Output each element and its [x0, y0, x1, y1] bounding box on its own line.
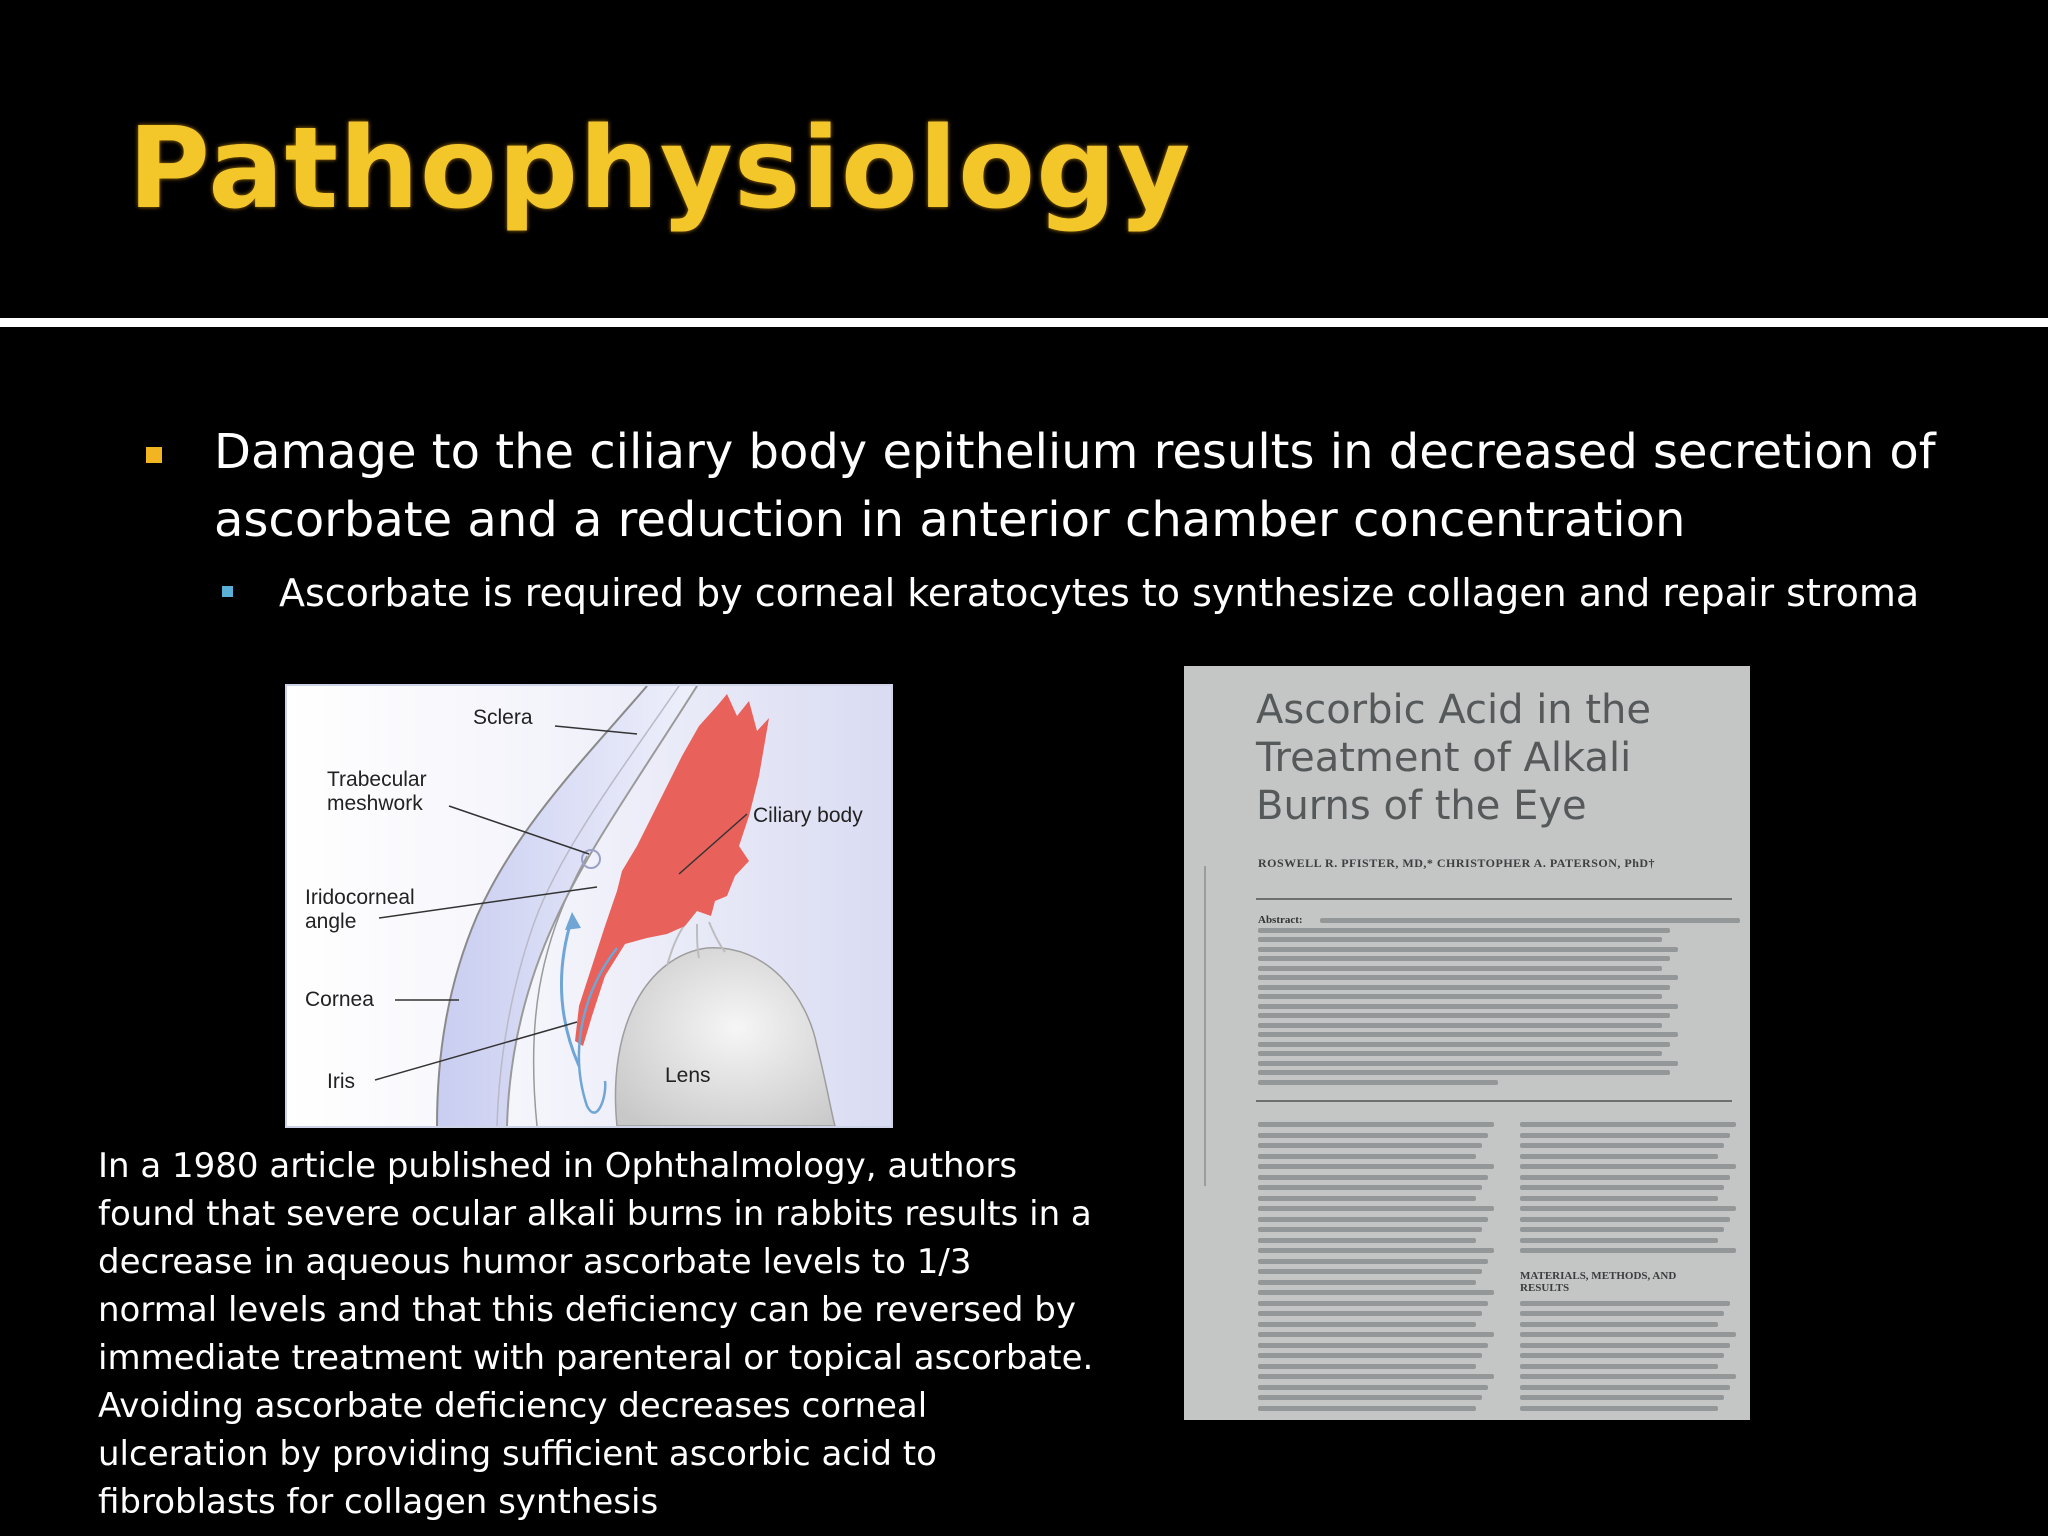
blurred-text-line: [1258, 1238, 1476, 1243]
eye-anatomy-diagram: [285, 684, 893, 1128]
article-divider-2: [1256, 1100, 1732, 1102]
label-ciliary-body: Ciliary body: [753, 804, 863, 827]
blurred-text-line: [1258, 1133, 1488, 1138]
blurred-text-line: [1520, 1122, 1736, 1127]
blurred-text-line: [1258, 1196, 1476, 1201]
blurred-text-line: [1520, 1353, 1724, 1358]
title-divider: [0, 318, 2048, 327]
blurred-text-line: [1258, 1385, 1488, 1390]
blurred-text-line: [1258, 1042, 1670, 1047]
blurred-text-line: [1258, 947, 1678, 952]
blurred-text-line: [1258, 1280, 1476, 1285]
blurred-text-line: [1520, 1217, 1730, 1222]
blurred-text-line: [1520, 1175, 1730, 1180]
label-sclera: Sclera: [473, 706, 533, 729]
blurred-text-line: [1258, 1013, 1670, 1018]
blurred-text-line: [1258, 1217, 1488, 1222]
blurred-text-line: [1520, 1374, 1736, 1379]
blurred-text-line: [1258, 1227, 1482, 1232]
label-iris: Iris: [327, 1070, 355, 1093]
blurred-text-line: [1258, 956, 1670, 961]
blurred-text-line: [1520, 1406, 1718, 1411]
blurred-text-line: [1320, 918, 1740, 923]
blurred-text-line: [1258, 1259, 1488, 1264]
bullet-main-text: Damage to the ciliary body epithelium results in decreased secretion of ascorbate and a reduction in anterior chamber concentration: [214, 424, 1936, 548]
blurred-text-line: [1520, 1311, 1724, 1316]
blurred-text-line: [1520, 1227, 1724, 1232]
article-methods-heading: MATERIALS, METHODS, AND RESULTS: [1520, 1270, 1677, 1294]
blurred-text-line: [1258, 1070, 1670, 1075]
blurred-text-line: [1520, 1238, 1718, 1243]
blurred-text-line: [1258, 1374, 1494, 1379]
blurred-text-line: [1258, 975, 1678, 980]
sub-bullet-marker: [222, 586, 233, 597]
blurred-text-line: [1520, 1133, 1730, 1138]
blurred-text-line: [1258, 1353, 1482, 1358]
bullet-sub-text: Ascorbate is required by corneal keratocytes to synthesize collagen and repair stroma: [279, 571, 1920, 615]
blurred-text-line: [1520, 1395, 1724, 1400]
blurred-text-line: [1258, 1175, 1488, 1180]
blurred-text-line: [1258, 1185, 1482, 1190]
blurred-text-line: [1520, 1164, 1736, 1169]
blurred-text-line: [1258, 1051, 1662, 1056]
blurred-text-line: [1258, 1143, 1482, 1148]
article-divider: [1256, 898, 1732, 900]
blurred-text-line: [1258, 1332, 1494, 1337]
blurred-text-line: [1258, 985, 1670, 990]
blurred-text-line: [1520, 1332, 1736, 1337]
blurred-text-line: [1258, 1364, 1476, 1369]
blurred-text-line: [1520, 1343, 1730, 1348]
blurred-text-line: [1258, 1290, 1494, 1295]
blurred-text-line: [1258, 1206, 1494, 1211]
blurred-text-line: [1258, 1269, 1482, 1274]
blurred-text-line: [1258, 1061, 1678, 1066]
blurred-text-line: [1258, 1164, 1494, 1169]
blurred-text-line: [1258, 1406, 1476, 1411]
article-abstract-label: Abstract:: [1258, 914, 1303, 926]
label-cornea: Cornea: [305, 988, 374, 1011]
blurred-text-line: [1258, 1322, 1476, 1327]
label-iridocorneal: Iridocorneal: [305, 886, 415, 909]
blurred-text-line: [1520, 1154, 1718, 1159]
eye-anatomy-illustration: [287, 686, 891, 1126]
blurred-text-line: [1258, 1023, 1662, 1028]
blurred-text-line: [1258, 994, 1662, 999]
blurred-text-line: [1258, 1080, 1498, 1085]
blurred-text-line: [1520, 1322, 1718, 1327]
article-photo: [1184, 666, 1750, 1420]
blurred-text-line: [1520, 1301, 1730, 1306]
blurred-text-line: [1258, 966, 1662, 971]
blurred-text-line: [1258, 1343, 1488, 1348]
label-meshwork: meshwork: [327, 792, 423, 815]
blurred-text-line: [1258, 1154, 1476, 1159]
blurred-text-line: [1520, 1185, 1724, 1190]
blurred-text-line: [1258, 1032, 1678, 1037]
blurred-text-line: [1258, 1395, 1482, 1400]
blurred-text-line: [1520, 1196, 1718, 1201]
blurred-text-line: [1520, 1248, 1736, 1253]
label-angle: angle: [305, 910, 357, 933]
blurred-text-line: [1520, 1143, 1724, 1148]
blurred-text-line: [1258, 928, 1670, 933]
blurred-text-line: [1258, 1248, 1494, 1253]
blurred-text-line: [1258, 1301, 1488, 1306]
caption-text: In a 1980 article published in Ophthalmology, authors found that severe ocular alkali burns in rabbits results in a decrease in aqueous humor ascorbate levels to 1/3 normal levels and that this deficiency can be reversed by immediate treatment with parenteral or topical ascorbate. Avoiding ascorbate deficiency decreases corneal ulceration by providing sufficient ascorbic acid to fibroblasts for collagen synthesis: [98, 1146, 1094, 1522]
blurred-text-line: [1258, 937, 1662, 942]
blurred-text-line: [1258, 1004, 1678, 1009]
article-title: Ascorbic Acid in the Treatment of Alkali Burns of the Eye: [1256, 687, 1652, 829]
blurred-text-line: [1258, 1122, 1494, 1127]
label-lens: Lens: [665, 1064, 711, 1087]
slide-title: Pathophysiology: [128, 104, 1192, 234]
article-margin-mark: [1204, 866, 1206, 1186]
bullet-marker: [146, 447, 162, 463]
blurred-text-line: [1258, 1311, 1482, 1316]
blurred-text-line: [1520, 1385, 1730, 1390]
article-authors: ROSWELL R. PFISTER, MD,* CHRISTOPHER A. PATERSON, PhD†: [1258, 856, 1656, 870]
label-trabecular: Trabecular: [327, 768, 427, 791]
blurred-text-line: [1520, 1364, 1718, 1369]
blurred-text-line: [1520, 1206, 1736, 1211]
